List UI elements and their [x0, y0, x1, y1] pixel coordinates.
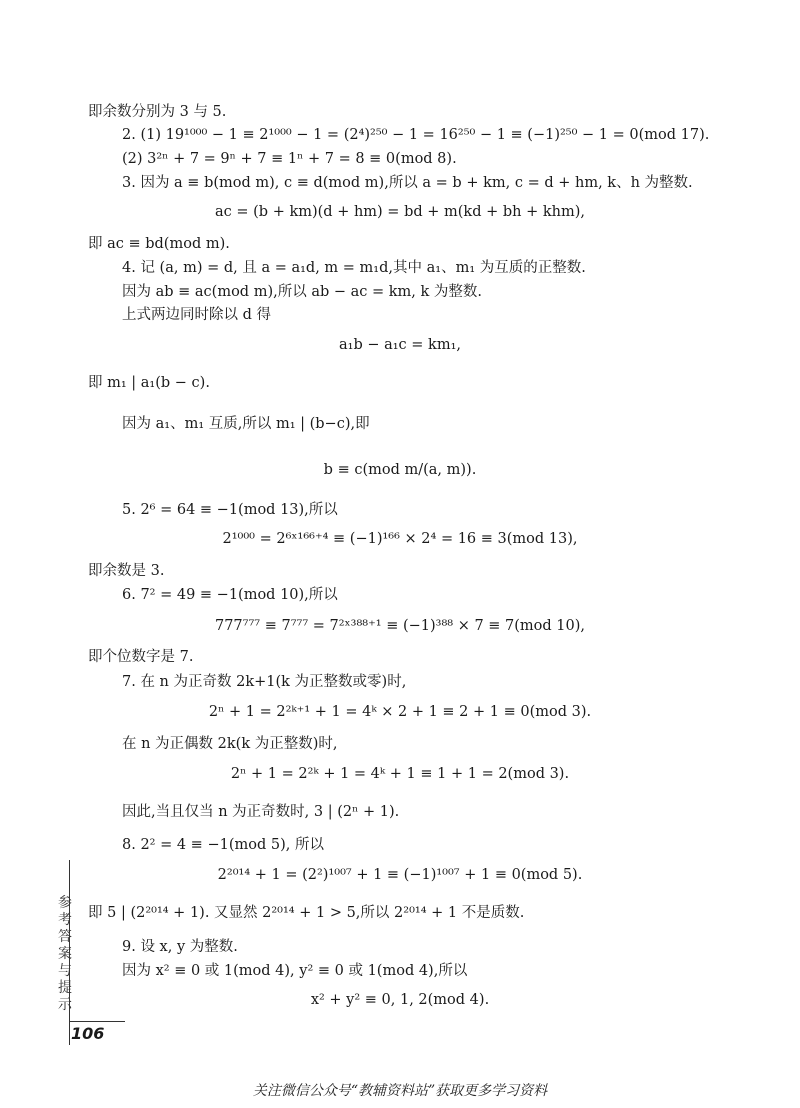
line-14: 5. 2⁶ = 64 ≡ −1(mod 13),所以: [122, 502, 338, 518]
line-17: 6. 7² = 49 ≡ −1(mod 10),所以: [122, 587, 338, 603]
line-28: 9. 设 x, y 为整数.: [122, 939, 238, 955]
line-27: 即 5 | (2²⁰¹⁴ + 1). 又显然 2²⁰¹⁴ + 1 > 5,所以 2²⁰¹⁴ + 1 不是质数.: [88, 905, 525, 921]
line-4: 3. 因为 a ≡ b(mod m), c ≡ d(mod m),所以 a = b + km, c = d + hm, k、h 为整数.: [122, 175, 693, 191]
line-25: 8. 2² = 4 ≡ −1(mod 5), 所以: [122, 837, 324, 853]
line-13: b ≡ c(mod m/(a, m)).: [323, 462, 477, 478]
footer-text: 关注微信公众号“教辅资料站”获取更多学习资料: [252, 1083, 548, 1099]
sidebar-label: 参考答案与提示: [58, 895, 72, 1013]
line-18: 777⁷⁷⁷ ≡ 7⁷⁷⁷ = 7²ˣ³⁸⁸⁺¹ ≡ (−1)³⁸⁸ × 7 ≡ 7(mod 10),: [214, 618, 586, 634]
line-7: 4. 记 (a, m) = d, 且 a = a₁d, m = m₁d,其中 a₁、m₁ 为互质的正整数.: [122, 260, 586, 276]
line-23: 2ⁿ + 1 = 2²ᵏ + 1 = 4ᵏ + 1 ≡ 1 + 1 = 2(mod 3).: [230, 766, 570, 782]
line-29: 因为 x² ≡ 0 或 1(mod 4), y² ≡ 0 或 1(mod 4),所以: [122, 963, 468, 979]
line-12: 因为 a₁、m₁ 互质,所以 m₁ | (b−c),即: [122, 416, 370, 432]
line-22: 在 n 为正偶数 2k(k 为正整数)时,: [122, 736, 338, 752]
line-15: 2¹⁰⁰⁰ = 2⁶ˣ¹⁶⁶⁺⁴ ≡ (−1)¹⁶⁶ × 2⁴ = 16 ≡ 3(mod 13),: [222, 531, 578, 547]
line-9: 上式两边同时除以 d 得: [122, 307, 271, 323]
page-number-rule: [69, 1021, 125, 1022]
line-24: 因此,当且仅当 n 为正奇数时, 3 | (2ⁿ + 1).: [122, 804, 400, 820]
line-2: 2. (1) 19¹⁰⁰⁰ − 1 ≡ 2¹⁰⁰⁰ − 1 = (2⁴)²⁵⁰ − 1 = 16²⁵⁰ − 1 ≡ (−1)²⁵⁰ − 1 = 0(mod 17).: [122, 127, 710, 143]
line-26: 2²⁰¹⁴ + 1 = (2²)¹⁰⁰⁷ + 1 ≡ (−1)¹⁰⁰⁷ + 1 ≡ 0(mod 5).: [217, 867, 583, 883]
line-30: x² + y² ≡ 0, 1, 2(mod 4).: [310, 992, 490, 1008]
line-10: a₁b − a₁c = km₁,: [338, 337, 461, 353]
page-number: 106: [71, 1024, 105, 1043]
line-19: 即个位数字是 7.: [88, 649, 194, 665]
line-3: (2) 3²ⁿ + 7 = 9ⁿ + 7 ≡ 1ⁿ + 7 = 8 ≡ 0(mod 8).: [122, 151, 457, 167]
line-20: 7. 在 n 为正奇数 2k+1(k 为正整数或零)时,: [122, 674, 407, 690]
line-11: 即 m₁ | a₁(b − c).: [88, 375, 210, 391]
line-21: 2ⁿ + 1 = 2²ᵏ⁺¹ + 1 = 4ᵏ × 2 + 1 ≡ 2 + 1 ≡ 0(mod 3).: [208, 704, 592, 720]
line-1: 即余数分别为 3 与 5.: [88, 104, 227, 120]
line-8: 因为 ab ≡ ac(mod m),所以 ab − ac = km, k 为整数.: [122, 284, 483, 300]
line-6: 即 ac ≡ bd(mod m).: [88, 236, 230, 252]
line-16: 即余数是 3.: [88, 563, 165, 579]
line-5: ac = (b + km)(d + hm) = bd + m(kd + bh + khm),: [215, 204, 585, 220]
